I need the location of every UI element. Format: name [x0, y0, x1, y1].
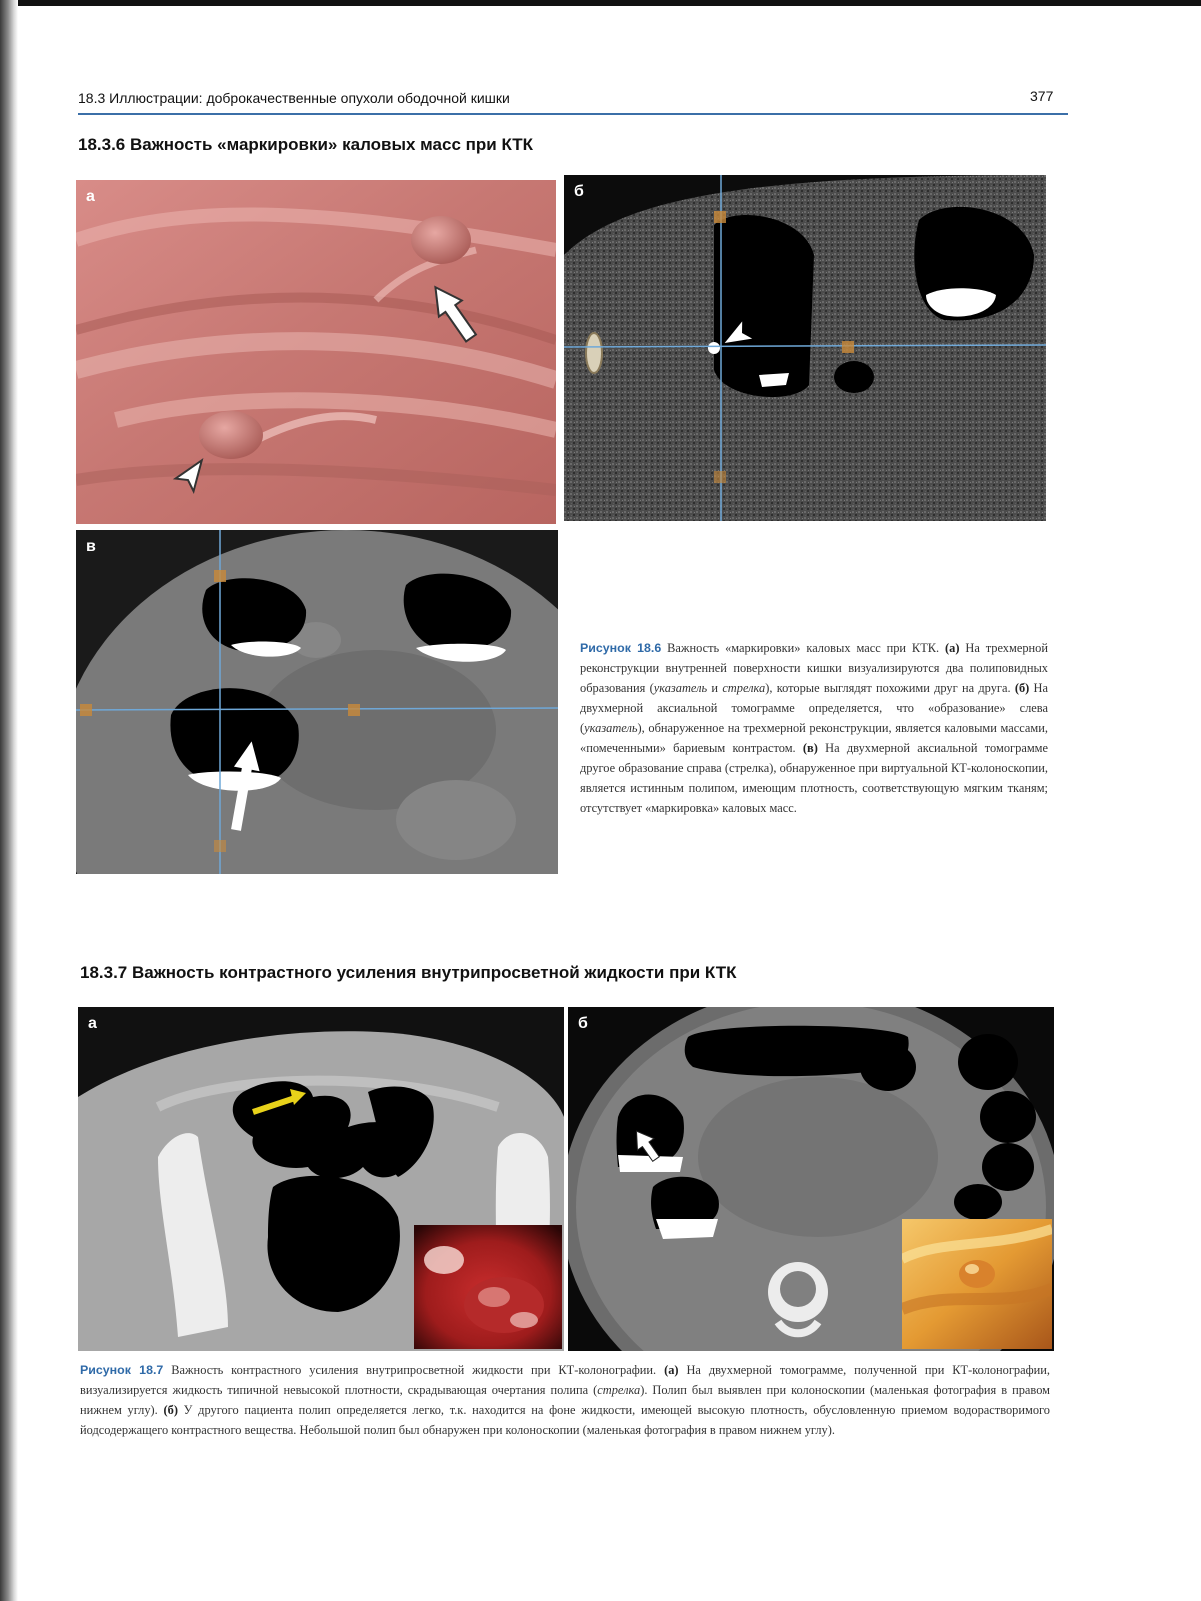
page-number: 377	[1030, 88, 1054, 104]
panel-label: а	[88, 1015, 97, 1032]
section-title-18-3-7: 18.3.7 Важность контрастного усиления внутрипросветной жидкости при КТК	[80, 963, 737, 982]
caption-text: На трехмерной реконструкции внутренней поверхности кишки визуализируются два полиповидных образования (	[580, 641, 1048, 695]
figure-18-6-panel-b	[564, 175, 1046, 521]
panel-label: а	[86, 188, 95, 205]
colonoscopy-inset-photo	[414, 1225, 562, 1349]
endoluminal-3d-image	[76, 180, 556, 524]
caption-emphasis: указатель	[584, 721, 638, 735]
caption-text: ), обнаруженное на трехмерной реконструкции, является каловыми массами, «помеченными» бариевым контрастом.	[580, 721, 1048, 755]
figure-18-6-panel-c	[76, 530, 558, 874]
caption-emphasis: стрелка	[722, 681, 766, 695]
caption-marker: (б)	[1014, 681, 1030, 695]
caption-text: Важность «маркировки» каловых масс при КТК.	[661, 641, 946, 655]
scan-binding-shadow	[0, 0, 18, 1601]
figure-caption-18-7	[80, 1360, 1050, 1440]
axial-ct-image	[76, 530, 558, 874]
caption-text: ), которые выглядят похожими друг на друга.	[765, 681, 1015, 695]
section-title-18-3-6: 18.3.6 Важность «маркировки» каловых масс при КТК	[78, 135, 534, 154]
colonoscopy-photo-image	[902, 1219, 1052, 1349]
caption-text: и	[707, 681, 723, 695]
figure-label: Рисунок 18.7	[80, 1363, 164, 1377]
figure-caption-18-6	[580, 638, 1048, 818]
caption-marker: (а)	[945, 641, 960, 655]
caption-text: На двухмерной аксиальной томограмме другое образование справа (стрелка), обнаруженное при виртуальной КТ-колоноскопии, является истинным полипом, имеющим плотность, соответствующую мягким тканям; отсутствует «маркировка» каловых масс.	[580, 741, 1048, 815]
caption-text: Важность контрастного усиления внутрипросветной жидкости при КТ-колонографии.	[163, 1363, 665, 1377]
panel-label: б	[578, 1015, 588, 1032]
panel-label: б	[574, 183, 584, 200]
caption-text: ). Полип был выявлен при колоноскопии (маленькая фотография в правом нижнем углу).	[80, 1383, 1050, 1417]
caption-marker: (в)	[802, 741, 818, 755]
figure-18-7-panel-a	[78, 1007, 564, 1351]
colonoscopy-photo-image	[414, 1225, 562, 1349]
figure-18-6-panel-a	[76, 180, 556, 524]
colonoscopy-inset-photo	[902, 1219, 1052, 1349]
scan-top-edge	[0, 0, 1201, 6]
caption-emphasis: стрелка	[597, 1383, 641, 1397]
header-rule	[78, 113, 1068, 115]
running-head: 18.3 Иллюстрации: доброкачественные опухоли ободочной кишки	[78, 90, 510, 106]
caption-text: На двухмерной аксиальной томограмме определяется, что «образование» слева (	[580, 681, 1048, 735]
axial-ct-image	[564, 175, 1046, 521]
caption-text: У другого пациента полип определяется легко, т.к. находится на фоне жидкости, имеющей высокую плотность, обусловленную приемом водорастворимого йодсодержащего контрастного вещества. Небольшой полип был обнаружен при колоноскопии (маленькая фотография в правом нижнем углу).	[80, 1403, 1050, 1437]
figure-18-7-panel-b	[568, 1007, 1054, 1351]
figure-label: Рисунок 18.6	[580, 641, 662, 655]
caption-marker: (а)	[664, 1363, 679, 1377]
panel-label: в	[86, 538, 96, 555]
caption-marker: (б)	[163, 1403, 178, 1417]
caption-emphasis: указатель	[653, 681, 708, 695]
caption-text: На двухмерной томограмме, полученной при КТ-колонографии, визуализируется жидкость типичной невысокой плотности, скрадывающая очертания полипа (	[80, 1363, 1051, 1397]
